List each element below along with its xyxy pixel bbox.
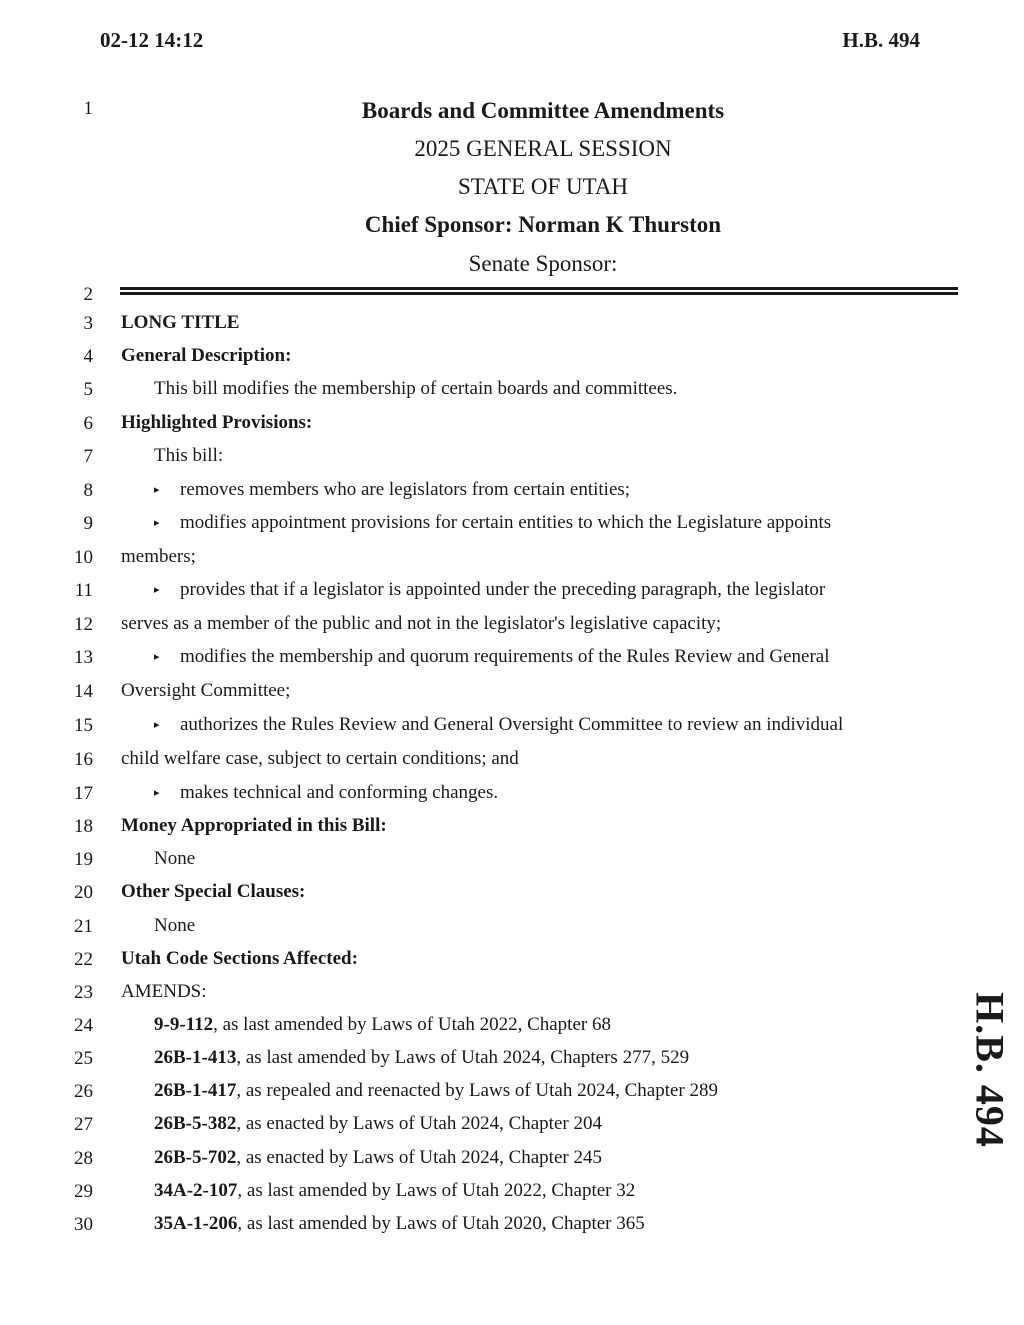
code-section-number: 26B-5-382 xyxy=(154,1113,237,1134)
title-divider xyxy=(120,292,958,295)
long-title-heading: LONG TITLE xyxy=(121,312,240,333)
line-number: 5 xyxy=(83,379,93,400)
line-number: 28 xyxy=(74,1148,93,1169)
highlighted-provisions-heading: Highlighted Provisions: xyxy=(121,412,313,433)
line-number: 7 xyxy=(83,446,93,467)
line-number: 22 xyxy=(74,949,93,970)
bullet-icon: ▸ xyxy=(154,719,160,731)
code-section-item xyxy=(154,1047,689,1069)
general-description-text: This bill modifies the membership of certain boards and committees. xyxy=(154,378,678,399)
chief-sponsor: Chief Sponsor: Norman K Thurston xyxy=(364,212,722,237)
provision-continuation: Oversight Committee; xyxy=(121,680,291,701)
line-number: 19 xyxy=(74,849,93,870)
session-label: 2025 GENERAL SESSION xyxy=(414,136,672,161)
provision-text: authorizes the Rules Review and General Oversight Committee to review an individual xyxy=(180,714,844,735)
provision-text: makes technical and conforming changes. xyxy=(180,782,499,803)
line-number: 25 xyxy=(74,1048,93,1069)
line-number: 18 xyxy=(74,816,93,837)
senate-sponsor: Senate Sponsor: xyxy=(468,251,618,276)
money-appropriated-value: None xyxy=(154,848,196,869)
code-section-number: 26B-1-417 xyxy=(154,1080,237,1101)
list-item xyxy=(154,646,830,668)
line-number: 9 xyxy=(83,513,93,534)
list-item xyxy=(154,782,498,804)
bullet-icon: ▸ xyxy=(154,651,160,663)
line-number: 16 xyxy=(74,749,93,770)
bullet-icon: ▸ xyxy=(154,517,160,529)
line-number: 21 xyxy=(74,916,93,937)
title-divider xyxy=(120,287,958,290)
code-section-number: 34A-2-107 xyxy=(154,1180,238,1201)
code-section-number: 9-9-112 xyxy=(154,1014,214,1035)
provision-text: removes members who are legislators from certain entities; xyxy=(180,479,631,500)
provision-continuation: members; xyxy=(121,546,196,567)
special-clauses-heading: Other Special Clauses: xyxy=(121,881,306,902)
line-number: 27 xyxy=(74,1114,93,1135)
bullet-icon: ▸ xyxy=(154,787,160,799)
side-bill-label-text: H.B. 494 xyxy=(967,992,1013,1148)
code-section-desc: , as enacted by Laws of Utah 2024, Chapter 204 xyxy=(236,1113,602,1134)
line-number: 4 xyxy=(83,346,93,367)
line-number: 29 xyxy=(74,1181,93,1202)
code-section-number: 26B-1-413 xyxy=(154,1047,237,1068)
list-item xyxy=(154,512,831,534)
code-section-desc: , as last amended by Laws of Utah 2024, Chapters 277, 529 xyxy=(236,1047,690,1068)
provision-continuation: child welfare case, subject to certain conditions; and xyxy=(121,748,519,769)
provision-text: modifies appointment provisions for certain entities to which the Legislature appoints xyxy=(180,512,832,533)
line-number: 20 xyxy=(74,882,93,903)
line-number: 15 xyxy=(74,715,93,736)
list-item xyxy=(154,479,630,501)
code-section-item xyxy=(154,1213,645,1235)
code-section-number: 35A-1-206 xyxy=(154,1213,238,1234)
line-number: 12 xyxy=(74,614,93,635)
line-number: 8 xyxy=(83,480,93,501)
code-section-item xyxy=(154,1147,602,1169)
code-section-item xyxy=(154,1080,718,1102)
header-date: 02-12 14:12 xyxy=(100,28,204,52)
header-bill-number: H.B. 494 xyxy=(842,28,920,52)
line-number: 17 xyxy=(74,783,93,804)
list-item xyxy=(154,714,843,736)
provisions-intro: This bill: xyxy=(154,445,224,466)
bullet-icon: ▸ xyxy=(154,484,160,496)
code-section-desc: , as repealed and reenacted by Laws of Utah 2024, Chapter 289 xyxy=(236,1080,719,1101)
line-number: 10 xyxy=(74,547,93,568)
code-section-desc: , as last amended by Laws of Utah 2022, Chapter 68 xyxy=(213,1014,611,1035)
bill-title: Boards and Committee Amendments xyxy=(361,98,725,123)
code-section-desc: , as last amended by Laws of Utah 2020, Chapter 365 xyxy=(237,1213,645,1234)
money-appropriated-heading: Money Appropriated in this Bill: xyxy=(121,815,387,836)
code-sections-heading: Utah Code Sections Affected: xyxy=(121,948,358,969)
line-number: 26 xyxy=(74,1081,93,1102)
amends-label: AMENDS: xyxy=(121,981,207,1002)
code-section-desc: , as enacted by Laws of Utah 2024, Chapter 245 xyxy=(236,1147,602,1168)
code-section-desc: , as last amended by Laws of Utah 2022, Chapter 32 xyxy=(237,1180,636,1201)
state-label: STATE OF UTAH xyxy=(457,174,629,199)
provision-text: modifies the membership and quorum requirements of the Rules Review and General xyxy=(180,646,830,667)
line-number: 14 xyxy=(74,681,93,702)
line-number: 6 xyxy=(83,413,93,434)
line-number: 1 xyxy=(83,98,93,119)
code-section-item xyxy=(154,1180,635,1202)
provision-continuation: serves as a member of the public and not in the legislator's legislative capacity; xyxy=(121,613,722,634)
line-number: 2 xyxy=(83,284,93,305)
general-description-heading: General Description: xyxy=(121,345,292,366)
code-section-item xyxy=(154,1014,611,1036)
side-bill-label xyxy=(967,992,1013,1148)
special-clauses-value: None xyxy=(154,915,196,936)
provision-text: provides that if a legislator is appointed under the preceding paragraph, the legislator xyxy=(180,579,826,600)
line-number: 11 xyxy=(74,580,93,601)
bullet-icon: ▸ xyxy=(154,584,160,596)
line-number: 23 xyxy=(74,982,93,1003)
code-section-number: 26B-5-702 xyxy=(154,1147,237,1168)
code-section-item xyxy=(154,1113,602,1135)
list-item xyxy=(154,579,825,601)
line-number: 30 xyxy=(74,1214,93,1235)
line-number: 13 xyxy=(74,647,93,668)
line-number: 24 xyxy=(74,1015,93,1036)
line-number: 3 xyxy=(83,313,93,334)
